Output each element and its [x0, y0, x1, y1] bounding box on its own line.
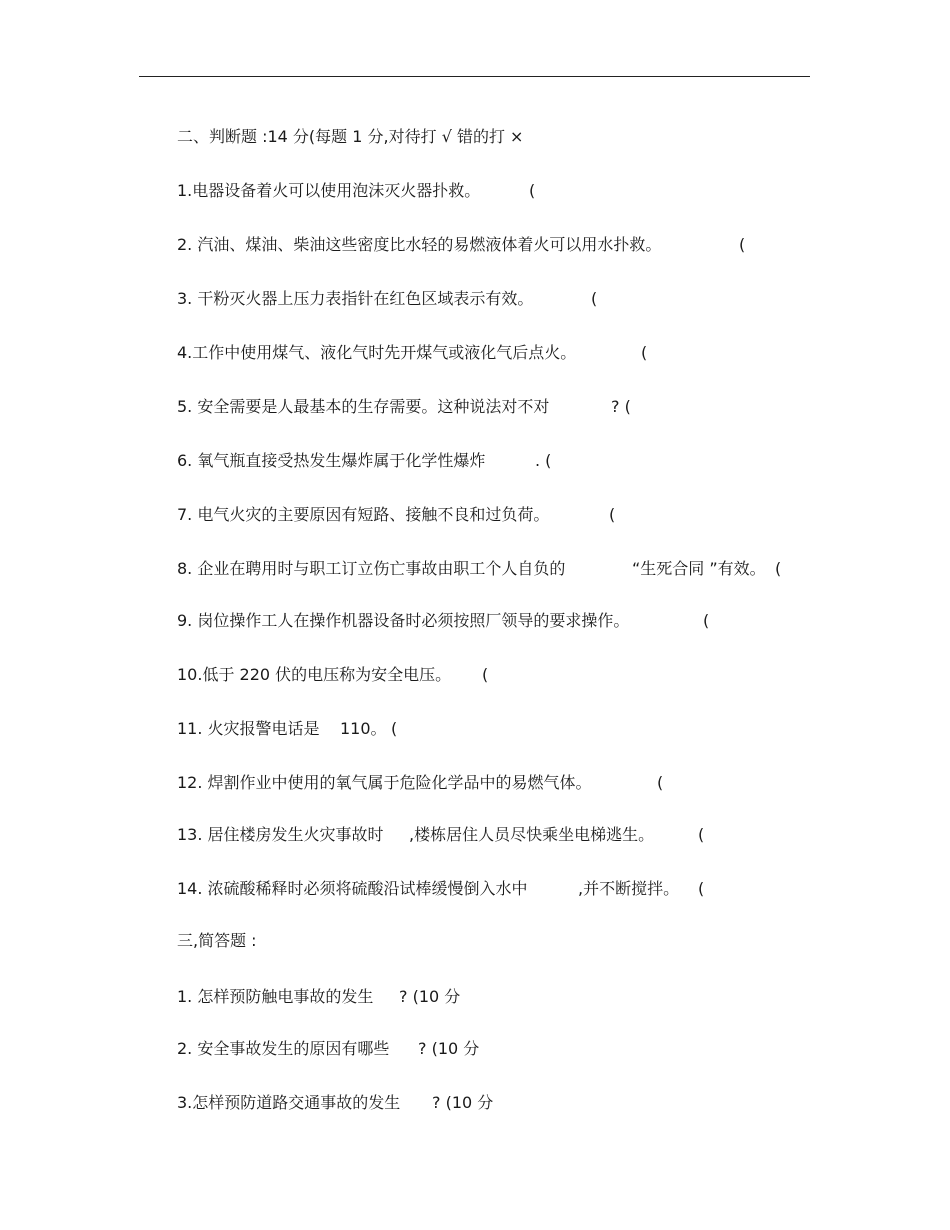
short-answer-section-heading: 三,简答题 : — [177, 931, 257, 950]
answer-paren: ( — [641, 343, 648, 362]
question-text: 1. 怎样预防触电事故的发生 — [177, 987, 374, 1006]
answer-paren: ( — [698, 825, 705, 844]
header-rule — [139, 76, 810, 77]
score-note: ? (10 分 — [432, 1093, 494, 1112]
question-text: 11. 火灾报警电话是 — [177, 719, 320, 738]
question-text: 3. 干粉灭火器上压力表指针在红色区域表示有效。 — [177, 289, 534, 308]
question-text: 4.工作中使用煤气、液化气时先开煤气或液化气后点火。 — [177, 343, 577, 362]
answer-paren: ( — [591, 289, 598, 308]
answer-paren: . ( — [535, 451, 552, 470]
question-text: 12. 焊割作业中使用的氧气属于危险化学品中的易燃气体。 — [177, 773, 592, 792]
question-text: 2. 安全事故发生的原因有哪些 — [177, 1039, 390, 1058]
question-text-continued: “生死合同 ”有效。 — [632, 559, 766, 578]
score-note: ? (10 分 — [399, 987, 461, 1006]
answer-paren: ( — [482, 665, 489, 684]
judgement-section-heading: 二、判断题 :14 分(每题 1 分,对待打 √ 错的打 × — [177, 127, 524, 146]
question-text: 13. 居住楼房发生火灾事故时 — [177, 825, 384, 844]
question-text: 2. 汽油、煤油、柴油这些密度比水轻的易燃液体着火可以用水扑救。 — [177, 235, 662, 254]
answer-paren: ( — [529, 181, 536, 200]
question-text: 14. 浓硫酸稀释时必须将硫酸沿试棒缓慢倒入水中 — [177, 879, 528, 898]
answer-paren: ( — [703, 611, 710, 630]
question-text: 1.电器设备着火可以使用泡沫灭火器扑救。 — [177, 181, 481, 200]
question-text-continued: 110。 — [340, 719, 387, 738]
question-text: 3.怎样预防道路交通事故的发生 — [177, 1093, 401, 1112]
answer-paren: ( — [775, 559, 782, 578]
answer-paren: ( — [391, 719, 398, 738]
answer-paren: ( — [698, 879, 705, 898]
answer-paren: ( — [739, 235, 746, 254]
question-text: 10.低于 220 伏的电压称为安全电压。 — [177, 665, 452, 684]
question-text-continued: ,楼栋居住人员尽快乘坐电梯逃生。 — [409, 825, 655, 844]
answer-paren: ( — [609, 505, 616, 524]
answer-paren: ( — [657, 773, 664, 792]
score-note: ? (10 分 — [418, 1039, 480, 1058]
question-text-continued: ,并不断搅拌。 — [578, 879, 680, 898]
question-text: 5. 安全需要是人最基本的生存需要。这种说法对不对 — [177, 397, 550, 416]
question-text: 6. 氧气瓶直接受热发生爆炸属于化学性爆炸 — [177, 451, 486, 470]
question-text: 7. 电气火灾的主要原因有短路、接触不良和过负荷。 — [177, 505, 550, 524]
answer-paren: ? ( — [611, 397, 631, 416]
question-text: 9. 岗位操作工人在操作机器设备时必须按照厂领导的要求操作。 — [177, 611, 630, 630]
question-text: 8. 企业在聘用时与职工订立伤亡事故由职工个人自负的 — [177, 559, 566, 578]
